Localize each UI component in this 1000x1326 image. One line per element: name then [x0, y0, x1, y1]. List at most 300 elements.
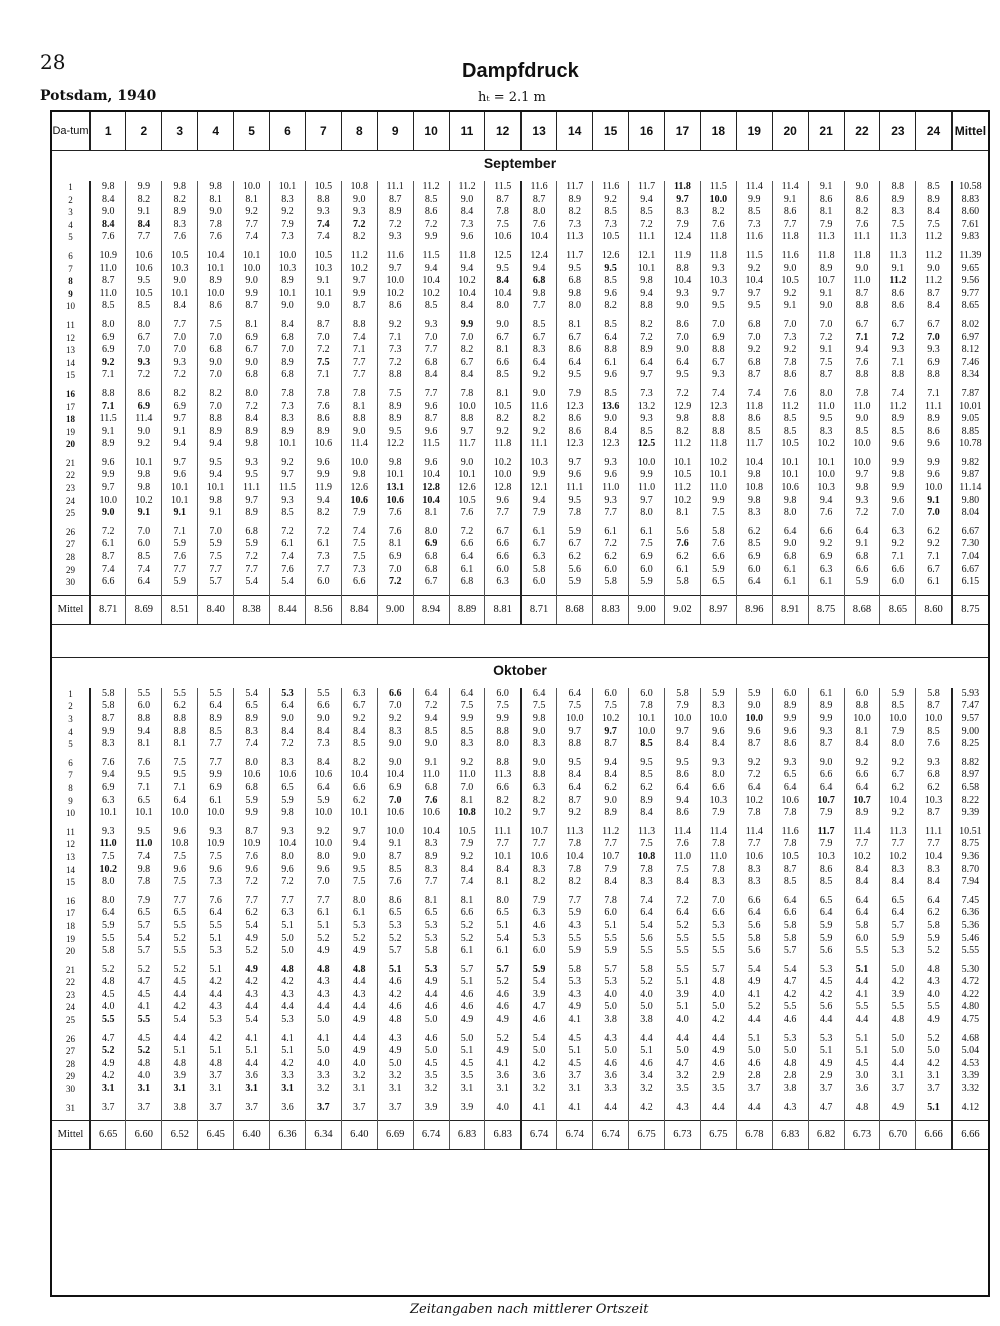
- table-row: [52, 989, 988, 1002]
- value-cell: 10.0: [629, 726, 665, 739]
- hourly-mean-cell: 8.56: [305, 595, 341, 624]
- value-cell: 11.4: [844, 826, 880, 839]
- header-row: [52, 112, 988, 151]
- value-cell: 10.1: [305, 288, 341, 301]
- daily-mean-cell: 8.12: [961, 344, 980, 356]
- value-cell: 7.4: [305, 231, 341, 244]
- value-cell: 10.5: [593, 231, 629, 244]
- value-cell: 2.8: [736, 1070, 772, 1083]
- value-cell: 4.9: [341, 1045, 377, 1058]
- day-cell: 13: [52, 344, 90, 357]
- value-cell: 5.6: [736, 920, 772, 933]
- value-cell: 9.2: [449, 851, 485, 864]
- value-cell: 7.6: [198, 231, 234, 244]
- value-cell: 4.6: [485, 1001, 521, 1014]
- value-cell: 5.2: [916, 1033, 952, 1046]
- value-cell: 7.7: [162, 895, 198, 908]
- value-cell: 7.6: [126, 757, 162, 770]
- value-cell: 11.1: [377, 181, 413, 194]
- day-cell: 9: [52, 795, 90, 808]
- value-cell: 7.5: [521, 700, 557, 713]
- header-hour: 15: [593, 112, 629, 151]
- value-cell: 6.5: [880, 895, 916, 908]
- value-cell: 11.0: [90, 838, 126, 851]
- value-cell: 7.5: [198, 851, 234, 864]
- value-cell: 7.4: [341, 526, 377, 539]
- value-cell: 9.0: [844, 181, 880, 194]
- value-cell: 10.0: [844, 457, 880, 470]
- value-cell: 6.7: [700, 357, 736, 370]
- value-cell: 7.7: [593, 507, 629, 520]
- value-cell: 4.1: [557, 1102, 593, 1115]
- value-cell: 7.6: [808, 507, 844, 520]
- value-cell: 3.2: [629, 1083, 665, 1096]
- value-cell: 7.7: [593, 838, 629, 851]
- hourly-mean-cell: 8.65: [880, 595, 916, 624]
- value-cell: 4.7: [126, 976, 162, 989]
- header-hour: 21: [808, 112, 844, 151]
- value-cell: 8.5: [844, 426, 880, 439]
- value-cell: 8.9: [629, 795, 665, 808]
- value-cell: 10.7: [808, 795, 844, 808]
- value-cell: 8.9: [916, 413, 952, 426]
- value-cell: 3.9: [449, 1102, 485, 1115]
- value-cell: 10.2: [126, 495, 162, 508]
- day-cell: 21: [52, 457, 90, 470]
- value-cell: 10.4: [521, 231, 557, 244]
- value-cell: 6.0: [629, 688, 665, 701]
- value-cell: 10.0: [234, 181, 270, 194]
- value-cell: 8.4: [449, 864, 485, 877]
- value-cell: 9.9: [772, 713, 808, 726]
- daily-mean-cell: 7.61: [961, 218, 980, 230]
- value-cell: 9.1: [880, 263, 916, 276]
- table-row: [52, 438, 988, 451]
- value-cell: 9.9: [521, 469, 557, 482]
- value-cell: 4.4: [341, 1033, 377, 1046]
- value-cell: 5.2: [449, 933, 485, 946]
- value-cell: 11.0: [700, 851, 736, 864]
- value-cell: 3.7: [916, 1083, 952, 1096]
- value-cell: 9.0: [198, 206, 234, 219]
- value-cell: 11.9: [665, 250, 701, 263]
- value-cell: 9.6: [198, 864, 234, 877]
- value-cell: 9.0: [772, 538, 808, 551]
- table-row: [52, 1102, 988, 1115]
- value-cell: 9.3: [916, 757, 952, 770]
- table-row: [52, 976, 988, 989]
- value-cell: 7.3: [305, 551, 341, 564]
- value-cell: 6.4: [449, 688, 485, 701]
- value-cell: 4.3: [377, 1033, 413, 1046]
- value-cell: 8.3: [736, 507, 772, 520]
- value-cell: 10.6: [234, 769, 270, 782]
- value-cell: 8.3: [234, 726, 270, 739]
- table-row: [52, 344, 988, 357]
- value-cell: 10.1: [665, 457, 701, 470]
- value-cell: 6.6: [341, 576, 377, 589]
- value-cell: 6.7: [880, 769, 916, 782]
- value-cell: 9.2: [377, 713, 413, 726]
- value-cell: 9.8: [521, 713, 557, 726]
- value-cell: 10.4: [413, 275, 449, 288]
- day-cell: 19: [52, 426, 90, 439]
- table-row: [52, 738, 988, 751]
- value-cell: 10.4: [413, 495, 449, 508]
- value-cell: 5.2: [162, 933, 198, 946]
- value-cell: 11.6: [593, 181, 629, 194]
- value-cell: 9.3: [305, 206, 341, 219]
- value-cell: 4.2: [700, 1014, 736, 1027]
- header-hour: 1: [90, 112, 126, 151]
- value-cell: 8.9: [377, 413, 413, 426]
- value-cell: 10.3: [270, 263, 306, 276]
- value-cell: 4.3: [665, 1102, 701, 1115]
- header-hour: 12: [485, 112, 521, 151]
- value-cell: 7.0: [700, 319, 736, 332]
- value-cell: 9.3: [126, 357, 162, 370]
- value-cell: 6.8: [449, 576, 485, 589]
- daily-mean-cell: 7.87: [961, 387, 980, 399]
- day-cell: 16: [52, 895, 90, 908]
- value-cell: 6.3: [90, 795, 126, 808]
- value-cell: 7.2: [665, 388, 701, 401]
- value-cell: 5.9: [880, 688, 916, 701]
- value-cell: 8.5: [772, 876, 808, 889]
- value-cell: 7.1: [880, 551, 916, 564]
- value-cell: 10.5: [772, 851, 808, 864]
- value-cell: 9.4: [593, 757, 629, 770]
- value-cell: 4.2: [270, 976, 306, 989]
- value-cell: 9.5: [557, 369, 593, 382]
- value-cell: 3.2: [413, 1083, 449, 1096]
- value-cell: 9.3: [198, 826, 234, 839]
- value-cell: 5.3: [270, 688, 306, 701]
- value-cell: 6.1: [198, 795, 234, 808]
- daily-mean-cell: 8.22: [961, 794, 980, 806]
- value-cell: 9.7: [341, 275, 377, 288]
- value-cell: 10.5: [449, 826, 485, 839]
- value-cell: 7.3: [449, 219, 485, 232]
- value-cell: 8.9: [198, 713, 234, 726]
- value-cell: 12.3: [700, 401, 736, 414]
- value-cell: 10.0: [916, 713, 952, 726]
- value-cell: 4.4: [341, 1001, 377, 1014]
- value-cell: 9.3: [700, 757, 736, 770]
- value-cell: 7.7: [413, 344, 449, 357]
- value-cell: 7.6: [377, 526, 413, 539]
- value-cell: 12.6: [593, 250, 629, 263]
- value-cell: 7.8: [305, 388, 341, 401]
- value-cell: 10.2: [700, 457, 736, 470]
- value-cell: 6.4: [557, 782, 593, 795]
- value-cell: 7.0: [808, 319, 844, 332]
- value-cell: 7.4: [305, 219, 341, 232]
- value-cell: 6.8: [736, 357, 772, 370]
- value-cell: 8.5: [916, 181, 952, 194]
- value-cell: 8.1: [808, 206, 844, 219]
- value-cell: 8.0: [808, 388, 844, 401]
- value-cell: 8.6: [772, 369, 808, 382]
- value-cell: 5.9: [736, 688, 772, 701]
- month-heading: September: [52, 151, 988, 176]
- value-cell: 7.6: [449, 507, 485, 520]
- value-cell: 7.8: [700, 864, 736, 877]
- value-cell: 7.8: [629, 700, 665, 713]
- value-cell: 6.6: [700, 907, 736, 920]
- value-cell: 9.8: [126, 469, 162, 482]
- header-hour: 19: [736, 112, 772, 151]
- hourly-mean-cell: 6.74: [593, 1121, 629, 1150]
- value-cell: 5.1: [665, 976, 701, 989]
- value-cell: 9.0: [234, 357, 270, 370]
- value-cell: 5.1: [270, 920, 306, 933]
- value-cell: 8.5: [126, 551, 162, 564]
- value-cell: 8.6: [772, 738, 808, 751]
- value-cell: 9.0: [808, 757, 844, 770]
- value-cell: 7.7: [485, 507, 521, 520]
- value-cell: 8.7: [377, 194, 413, 207]
- value-cell: 6.1: [665, 564, 701, 577]
- daily-mean-cell: 9.00: [961, 725, 980, 737]
- value-cell: 6.7: [485, 332, 521, 345]
- value-cell: 5.9: [844, 576, 880, 589]
- day-cell: 3: [52, 206, 90, 219]
- value-cell: 7.0: [198, 401, 234, 414]
- daily-mean-cell: 5.93: [961, 687, 980, 699]
- value-cell: 8.3: [162, 219, 198, 232]
- value-cell: 7.4: [234, 231, 270, 244]
- hourly-mean-cell: 6.36: [270, 1121, 306, 1150]
- value-cell: 9.9: [198, 769, 234, 782]
- value-cell: 4.1: [270, 1033, 306, 1046]
- value-cell: 4.3: [305, 989, 341, 1002]
- header-day: Da-tum: [52, 112, 90, 151]
- value-cell: 8.2: [629, 319, 665, 332]
- day-cell: 29: [52, 1070, 90, 1083]
- table-row: [52, 181, 988, 194]
- value-cell: 6.2: [341, 795, 377, 808]
- table-row: [52, 426, 988, 439]
- value-cell: 5.9: [198, 538, 234, 551]
- value-cell: 7.1: [880, 357, 916, 370]
- header-hour: 2: [126, 112, 162, 151]
- value-cell: 9.5: [485, 263, 521, 276]
- value-cell: 4.6: [485, 989, 521, 1002]
- value-cell: 9.3: [413, 319, 449, 332]
- value-cell: 6.1: [808, 688, 844, 701]
- value-cell: 9.3: [880, 344, 916, 357]
- value-cell: 6.5: [234, 700, 270, 713]
- value-cell: 8.9: [844, 807, 880, 820]
- value-cell: 4.4: [844, 976, 880, 989]
- value-cell: 10.1: [90, 807, 126, 820]
- value-cell: 9.3: [377, 231, 413, 244]
- value-cell: 7.2: [844, 507, 880, 520]
- value-cell: 3.3: [305, 1070, 341, 1083]
- value-cell: 9.8: [90, 181, 126, 194]
- value-cell: 6.1: [521, 526, 557, 539]
- value-cell: 5.2: [665, 920, 701, 933]
- value-cell: 6.0: [126, 538, 162, 551]
- value-cell: 8.5: [198, 726, 234, 739]
- monthly-overall-mean: 6.66: [952, 1121, 988, 1150]
- value-cell: 4.8: [305, 964, 341, 977]
- daily-mean-cell: 7.04: [961, 551, 980, 563]
- value-cell: 4.9: [413, 976, 449, 989]
- value-cell: 10.2: [449, 275, 485, 288]
- value-cell: 8.4: [665, 876, 701, 889]
- value-cell: 8.3: [880, 864, 916, 877]
- hourly-mean-cell: 6.40: [341, 1121, 377, 1150]
- value-cell: 10.2: [593, 713, 629, 726]
- value-cell: 9.8: [629, 275, 665, 288]
- value-cell: 6.5: [772, 769, 808, 782]
- value-cell: 7.5: [341, 538, 377, 551]
- daily-mean-cell: 4.53: [961, 1057, 980, 1069]
- value-cell: 7.0: [449, 782, 485, 795]
- value-cell: 8.9: [162, 206, 198, 219]
- value-cell: 9.9: [629, 469, 665, 482]
- value-cell: 8.1: [198, 194, 234, 207]
- value-cell: 8.7: [377, 851, 413, 864]
- value-cell: 8.5: [916, 726, 952, 739]
- table-row: [52, 357, 988, 370]
- value-cell: 9.0: [665, 300, 701, 313]
- value-cell: 7.9: [665, 219, 701, 232]
- value-cell: 8.4: [270, 726, 306, 739]
- value-cell: 3.7: [557, 1070, 593, 1083]
- value-cell: 11.2: [880, 275, 916, 288]
- value-cell: 7.7: [234, 895, 270, 908]
- value-cell: 11.2: [772, 401, 808, 414]
- value-cell: 4.4: [808, 1014, 844, 1027]
- value-cell: 9.9: [90, 726, 126, 739]
- value-cell: 8.4: [126, 219, 162, 232]
- value-cell: 7.8: [844, 388, 880, 401]
- value-cell: 4.8: [377, 1014, 413, 1027]
- day-cell: 15: [52, 369, 90, 382]
- value-cell: 7.5: [629, 838, 665, 851]
- hourly-mean-cell: 8.71: [90, 595, 126, 624]
- hourly-mean-cell: 8.40: [198, 595, 234, 624]
- value-cell: 8.8: [90, 388, 126, 401]
- value-cell: 8.6: [772, 206, 808, 219]
- value-cell: 8.2: [521, 795, 557, 808]
- value-cell: 9.7: [341, 826, 377, 839]
- value-cell: 8.4: [270, 319, 306, 332]
- value-cell: 5.5: [557, 933, 593, 946]
- value-cell: 6.8: [772, 551, 808, 564]
- value-cell: 8.2: [593, 300, 629, 313]
- value-cell: 11.6: [521, 181, 557, 194]
- value-cell: 5.2: [162, 964, 198, 977]
- value-cell: 7.4: [90, 564, 126, 577]
- table-row: [52, 876, 988, 889]
- value-cell: 7.4: [700, 388, 736, 401]
- value-cell: 9.1: [808, 288, 844, 301]
- value-cell: 13.1: [377, 482, 413, 495]
- value-cell: 11.2: [593, 826, 629, 839]
- value-cell: 9.6: [916, 469, 952, 482]
- value-cell: 10.1: [198, 482, 234, 495]
- value-cell: 10.5: [162, 250, 198, 263]
- value-cell: 8.2: [162, 388, 198, 401]
- value-cell: 11.8: [736, 401, 772, 414]
- value-cell: 4.3: [916, 976, 952, 989]
- value-cell: 2.9: [808, 1070, 844, 1083]
- value-cell: 8.3: [880, 206, 916, 219]
- value-cell: 11.0: [808, 401, 844, 414]
- page-number: 28: [40, 50, 66, 74]
- value-cell: 7.2: [305, 344, 341, 357]
- value-cell: 7.4: [341, 332, 377, 345]
- value-cell: 8.5: [629, 206, 665, 219]
- value-cell: 8.3: [700, 700, 736, 713]
- value-cell: 7.6: [844, 219, 880, 232]
- value-cell: 7.0: [377, 564, 413, 577]
- value-cell: 8.4: [485, 864, 521, 877]
- value-cell: 7.6: [377, 876, 413, 889]
- value-cell: 7.0: [916, 332, 952, 345]
- value-cell: 3.2: [305, 1083, 341, 1096]
- value-cell: 4.7: [808, 1102, 844, 1115]
- value-cell: 8.6: [808, 194, 844, 207]
- value-cell: 8.4: [449, 369, 485, 382]
- value-cell: 6.0: [629, 564, 665, 577]
- value-cell: 4.8: [700, 976, 736, 989]
- value-cell: 5.7: [126, 920, 162, 933]
- value-cell: 9.9: [305, 469, 341, 482]
- section-spacer: [52, 624, 988, 657]
- value-cell: 6.7: [916, 564, 952, 577]
- value-cell: 7.3: [557, 219, 593, 232]
- value-cell: 8.2: [162, 194, 198, 207]
- value-cell: 9.8: [377, 457, 413, 470]
- value-cell: 11.0: [844, 401, 880, 414]
- value-cell: 8.8: [449, 413, 485, 426]
- daily-mean-cell: 8.65: [961, 300, 980, 312]
- value-cell: 6.1: [90, 538, 126, 551]
- value-cell: 5.1: [844, 964, 880, 977]
- value-cell: 8.4: [916, 206, 952, 219]
- value-cell: 8.7: [593, 738, 629, 751]
- value-cell: 10.1: [126, 457, 162, 470]
- value-cell: 9.0: [593, 795, 629, 808]
- value-cell: 8.7: [808, 738, 844, 751]
- header-hour: 23: [880, 112, 916, 151]
- value-cell: 6.3: [880, 526, 916, 539]
- value-cell: 5.0: [916, 1045, 952, 1058]
- day-cell: 2: [52, 700, 90, 713]
- daily-mean-cell: 9.57: [961, 713, 980, 724]
- value-cell: 3.9: [665, 989, 701, 1002]
- value-cell: 11.3: [557, 826, 593, 839]
- value-cell: 10.0: [485, 469, 521, 482]
- value-cell: 10.1: [700, 469, 736, 482]
- value-cell: 6.7: [449, 357, 485, 370]
- value-cell: 8.4: [305, 726, 341, 739]
- value-cell: 7.9: [880, 726, 916, 739]
- value-cell: 6.4: [880, 907, 916, 920]
- value-cell: 8.1: [377, 538, 413, 551]
- value-cell: 9.3: [629, 413, 665, 426]
- value-cell: 5.1: [377, 964, 413, 977]
- value-cell: 9.3: [270, 826, 306, 839]
- mean-label: Mittel: [52, 595, 90, 624]
- day-cell: 15: [52, 876, 90, 889]
- value-cell: 4.0: [629, 989, 665, 1002]
